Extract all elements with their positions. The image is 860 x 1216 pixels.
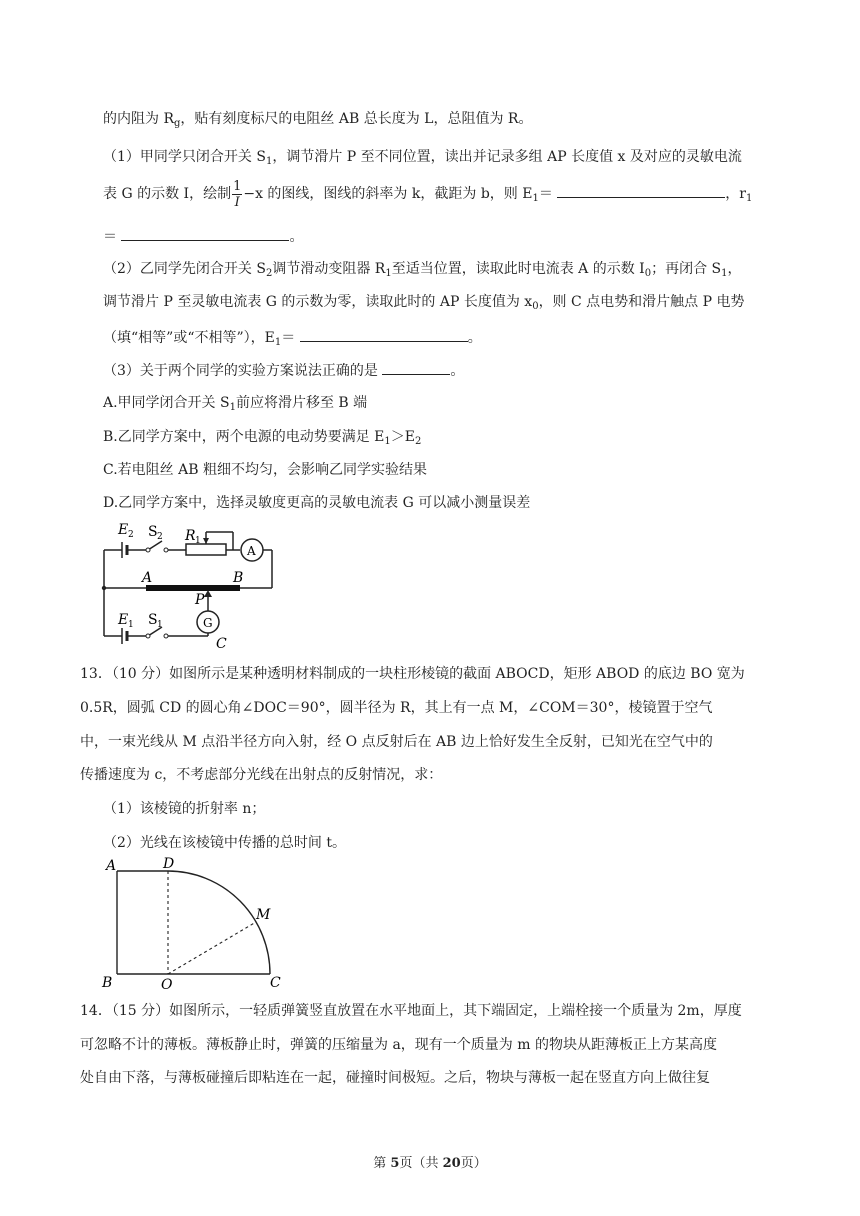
q13-sub-2: （2）光线在该棱镜中传播的总时间 t。 [103, 835, 346, 851]
label-a: A [106, 858, 117, 874]
q1-line-3: ＝ 。 [103, 226, 303, 246]
page-total: 20 [442, 1156, 461, 1171]
q13-line-1: 13．（10 分）如图所示是某种透明材料制成的一块柱形棱镜的截面 ABOCD，矩形 ABOD 的底边 BO 宽为 [80, 666, 745, 682]
label-e1: E [118, 612, 129, 628]
label-s1-sub: 1 [157, 620, 163, 630]
q14-line-1: 14．（15 分）如图所示，一轻质弹簧竖直放置在水平地面上，其下端固定，上端栓接一个质量为 2m，厚度 [80, 1003, 742, 1019]
label-e2: E [118, 522, 129, 538]
q14-line-3: 处自由下落，与薄板碰撞后即粘连在一起，碰撞时间极短。之后，物块与薄板一起在竖直方向上做往复 [80, 1070, 710, 1086]
label-b: B [102, 975, 113, 990]
answer-blank-e1-q2[interactable] [300, 327, 468, 342]
page-footer: 第 5页（共 20页） [373, 1156, 487, 1171]
q2-line-2: 调节滑片 P 至灵敏电流表 G 的示数为零，读取此时的 AP 长度值为 $x_0$，则 C 点电势和滑片触点 P 电势 [103, 294, 745, 312]
label-c: C [270, 975, 281, 990]
label-c: C [216, 636, 227, 652]
page-number: 5 [390, 1156, 400, 1171]
label-r1-sub: 1 [195, 536, 201, 546]
q13-line-4: 传播速度为 c，不考虑部分光线在出射点的反射情况，求： [80, 767, 443, 783]
label-d: D [163, 856, 175, 872]
label-s2-sub: 2 [157, 532, 163, 542]
q13-line-2: 0.5R，圆弧 CD 的圆心角∠DOC＝90°，圆半径为 R，其上有一点 M，∠COM＝30°，棱镜置于空气 [80, 700, 713, 716]
label-s2: S [148, 524, 158, 540]
label-e2-sub: 2 [128, 530, 134, 540]
prism-diagram [98, 852, 294, 990]
label-a: A [142, 570, 153, 586]
label-r1: R [185, 528, 196, 544]
q3-line: （3）关于两个同学的实验方案说法正确的是 。 [103, 360, 464, 380]
q1-line-1: （1）甲同学只闭合开关 $S_1$，调节滑片 P 至不同位置，读出并记录多组 AP 长度值 x 及对应的灵敏电流 [103, 149, 742, 167]
label-p: P [195, 592, 205, 608]
galvanometer-symbol: G [203, 616, 213, 630]
label-e1-sub: 1 [128, 620, 134, 630]
q2-line-3: （填“相等”或“不相等”），$E_1=$ 。 [103, 327, 482, 347]
label-o: O [161, 977, 173, 990]
option-c: C.若电阻丝 AB 粗细不均匀，会影响乙同学实验结果 [103, 462, 427, 478]
answer-blank-r1[interactable] [121, 226, 289, 241]
q13-sub-1: （1）该棱镜的折射率 n； [103, 801, 266, 817]
text-line: 的内阻为 $R_g$，贴有刻度标尺的电阻丝 AB 总长度为 L，总阻值为 R。 [103, 111, 533, 129]
ammeter-symbol: A [247, 544, 256, 558]
circuit-diagram [96, 518, 286, 652]
answer-blank-e1[interactable] [557, 183, 725, 198]
option-b: B.乙同学方案中，两个电源的电动势要满足 $E_1>E_2$ [103, 429, 422, 447]
q1-line-2: 表 G 的示数 I，绘制 $\frac{1}{I}$ −x 的图线，图线的斜率为 k，截距为 b，则 $E_1=$ ，$r_1$ [103, 178, 753, 210]
fraction-1-over-i: $\frac{1}{I}$ [233, 178, 242, 210]
option-a: A.甲同学闭合开关 $S_1$前应将滑片移至 B 端 [103, 395, 368, 413]
q2-line-1: （2）乙同学先闭合开关 $S_2$调节滑动变阻器 $R_1$至适当位置，读取此时电流表 A 的示数 $I_0$；再闭合 $S_1$， [103, 261, 742, 279]
q13-line-3: 中，一束光线从 M 点沿半径方向入射，经 O 点反射后在 AB 边上恰好发生全反射，已知光在空气中的 [80, 734, 713, 750]
option-d: D.乙同学方案中，选择灵敏度更高的灵敏电流表 G 可以减小测量误差 [103, 495, 531, 511]
label-b: B [233, 570, 244, 586]
answer-blank-q3[interactable] [382, 360, 450, 375]
q14-line-2: 可忽略不计的薄板。薄板静止时，弹簧的压缩量为 a，现有一个质量为 m 的物块从距薄板正上方某高度 [80, 1037, 717, 1053]
label-m: M [256, 907, 271, 923]
label-s1: S [148, 612, 158, 628]
